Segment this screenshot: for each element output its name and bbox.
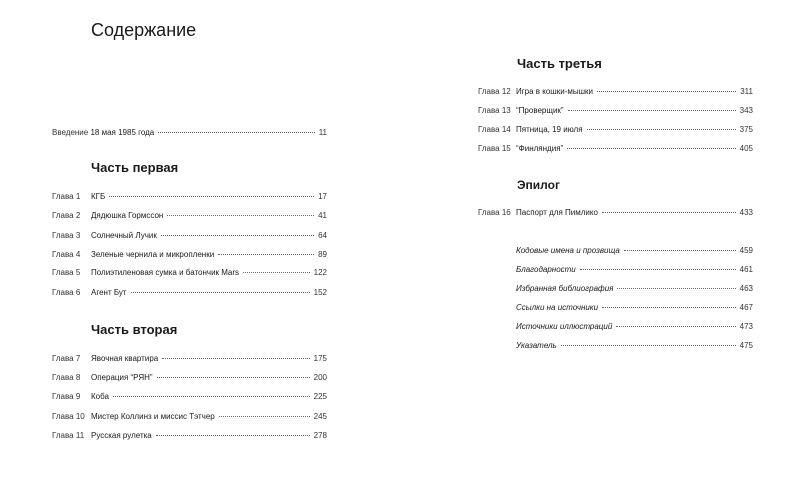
page-number: 11 bbox=[318, 128, 327, 137]
page-number: 200 bbox=[313, 373, 327, 382]
part-two-heading: Часть вторая bbox=[91, 322, 178, 337]
chapter-label: Глава 15 bbox=[478, 144, 511, 153]
dot-leader bbox=[617, 288, 735, 289]
dot-leader bbox=[218, 254, 314, 255]
part-one-heading: Часть первая bbox=[91, 160, 179, 175]
toc-entry-chapter-15[interactable] bbox=[478, 144, 753, 154]
chapter-label: Глава 6 bbox=[52, 288, 81, 297]
toc-entry-backmatter[interactable] bbox=[516, 246, 753, 256]
chapter-title: Паспорт для Пимлико bbox=[516, 208, 598, 217]
dot-leader bbox=[162, 358, 309, 359]
chapter-label: Глава 5 bbox=[52, 268, 81, 277]
dot-leader bbox=[158, 132, 314, 133]
toc-entry-backmatter[interactable] bbox=[516, 284, 753, 294]
intro-label: Введение bbox=[52, 128, 89, 137]
dot-leader bbox=[109, 196, 314, 197]
right-page bbox=[404, 0, 808, 482]
toc-entry-backmatter[interactable] bbox=[516, 322, 753, 332]
page-number: 278 bbox=[313, 431, 327, 440]
toc-entry-chapter-3[interactable] bbox=[52, 231, 327, 241]
intro-title: 18 мая 1985 года bbox=[90, 128, 155, 137]
dot-leader bbox=[580, 269, 736, 270]
page-number: 64 bbox=[318, 231, 327, 240]
page-number: 245 bbox=[313, 412, 327, 421]
dot-leader bbox=[167, 215, 314, 216]
toc-entry-backmatter[interactable] bbox=[516, 341, 753, 351]
toc-title: Содержание bbox=[91, 20, 197, 40]
chapter-title: Солнечный Лучик bbox=[91, 231, 157, 240]
chapter-title: Пятница, 19 июля bbox=[516, 125, 583, 134]
backmatter-title: Ссылки на источники bbox=[516, 303, 599, 312]
page-number: 473 bbox=[739, 322, 753, 331]
chapter-title: Операция “РЯН” bbox=[91, 373, 153, 382]
dot-leader bbox=[161, 235, 314, 236]
toc-entry-chapter-14[interactable] bbox=[478, 125, 753, 135]
toc-entry-chapter-8[interactable] bbox=[52, 373, 327, 383]
page-number: 433 bbox=[739, 208, 753, 217]
page-number: 467 bbox=[739, 303, 753, 312]
page-number: 461 bbox=[739, 265, 753, 274]
toc-entry-chapter-7[interactable] bbox=[52, 354, 327, 364]
chapter-title: КГБ bbox=[91, 192, 106, 201]
toc-entry-chapter-12[interactable] bbox=[478, 87, 753, 97]
chapter-title: Мистер Коллинз и миссис Тэтчер bbox=[91, 412, 215, 421]
dot-leader bbox=[131, 292, 310, 293]
page-number: 175 bbox=[313, 354, 327, 363]
page-number: 122 bbox=[313, 268, 327, 277]
part-three-heading: Часть третья bbox=[517, 56, 602, 71]
chapter-label: Глава 10 bbox=[52, 412, 85, 421]
backmatter-title: Источники иллюстраций bbox=[516, 322, 613, 331]
backmatter-title: Благодарности bbox=[516, 265, 576, 274]
page-number: 89 bbox=[318, 250, 327, 259]
page-number: 405 bbox=[739, 144, 753, 153]
toc-entry-chapter-10[interactable] bbox=[52, 412, 327, 422]
toc-entry-intro[interactable] bbox=[52, 128, 327, 138]
chapter-label: Глава 4 bbox=[52, 250, 81, 259]
page-number: 375 bbox=[739, 125, 753, 134]
toc-entry-backmatter[interactable] bbox=[516, 265, 753, 275]
chapter-title: Коба bbox=[91, 392, 109, 401]
epilogue-heading: Эпилог bbox=[517, 178, 560, 192]
page-number: 463 bbox=[739, 284, 753, 293]
chapter-title: Явочная квартира bbox=[91, 354, 159, 363]
chapter-label: Глава 1 bbox=[52, 192, 81, 201]
chapter-label: Глава 8 bbox=[52, 373, 81, 382]
toc-entry-chapter-13[interactable] bbox=[478, 106, 753, 116]
backmatter-title: Избранная библиография bbox=[516, 284, 614, 293]
chapter-title: “Проверщик” bbox=[516, 106, 564, 115]
chapter-title: Русская рулетка bbox=[91, 431, 152, 440]
page-number: 343 bbox=[739, 106, 753, 115]
chapter-label: Глава 3 bbox=[52, 231, 81, 240]
chapter-label: Глава 12 bbox=[478, 87, 511, 96]
chapter-label: Глава 16 bbox=[478, 208, 511, 217]
dot-leader bbox=[561, 345, 736, 346]
chapter-label: Глава 2 bbox=[52, 211, 81, 220]
chapter-label: Глава 11 bbox=[52, 431, 85, 440]
chapter-label: Глава 13 bbox=[478, 106, 511, 115]
dot-leader bbox=[602, 307, 736, 308]
chapter-title: Дядюшка Гормссон bbox=[91, 211, 164, 220]
dot-leader bbox=[113, 396, 310, 397]
dot-leader bbox=[157, 377, 310, 378]
page-number: 225 bbox=[313, 392, 327, 401]
dot-leader bbox=[616, 326, 735, 327]
dot-leader bbox=[602, 212, 736, 213]
toc-entry-chapter-5[interactable] bbox=[52, 268, 327, 278]
chapter-title: Агент Бут bbox=[91, 288, 127, 297]
page-number: 41 bbox=[318, 211, 327, 220]
dot-leader bbox=[243, 272, 310, 273]
chapter-label: Глава 14 bbox=[478, 125, 511, 134]
toc-entry-chapter-9[interactable] bbox=[52, 392, 327, 402]
chapter-title: Зеленые чернила и микропленки bbox=[91, 250, 215, 259]
page-number: 475 bbox=[739, 341, 753, 350]
backmatter-title: Кодовые имена и прозвища bbox=[516, 246, 620, 255]
chapter-title: Полиэтиленовая сумка и батончик Mars bbox=[91, 268, 240, 277]
backmatter-title: Указатель bbox=[516, 341, 557, 350]
toc-entry-chapter-6[interactable] bbox=[52, 288, 327, 298]
dot-leader bbox=[568, 110, 736, 111]
dot-leader bbox=[567, 148, 735, 149]
dot-leader bbox=[587, 129, 736, 130]
toc-entry-chapter-2[interactable] bbox=[52, 211, 327, 221]
toc-entry-chapter-11[interactable] bbox=[52, 431, 327, 441]
chapter-title: Игра в кошки-мышки bbox=[516, 87, 593, 96]
toc-entry-chapter-1[interactable] bbox=[52, 192, 327, 202]
toc-entry-backmatter[interactable] bbox=[516, 303, 753, 313]
page-number: 459 bbox=[739, 246, 753, 255]
chapter-title: “Финляндия” bbox=[516, 144, 564, 153]
dot-leader bbox=[624, 250, 736, 251]
chapter-label: Глава 9 bbox=[52, 392, 81, 401]
page-number: 17 bbox=[318, 192, 327, 201]
page-number: 152 bbox=[313, 288, 327, 297]
dot-leader bbox=[597, 91, 736, 92]
page-number: 311 bbox=[740, 87, 753, 96]
toc-entry-chapter-4[interactable] bbox=[52, 250, 327, 260]
chapter-label: Глава 7 bbox=[52, 354, 81, 363]
dot-leader bbox=[219, 416, 310, 417]
dot-leader bbox=[156, 435, 310, 436]
toc-entry-chapter-16[interactable] bbox=[478, 208, 753, 218]
